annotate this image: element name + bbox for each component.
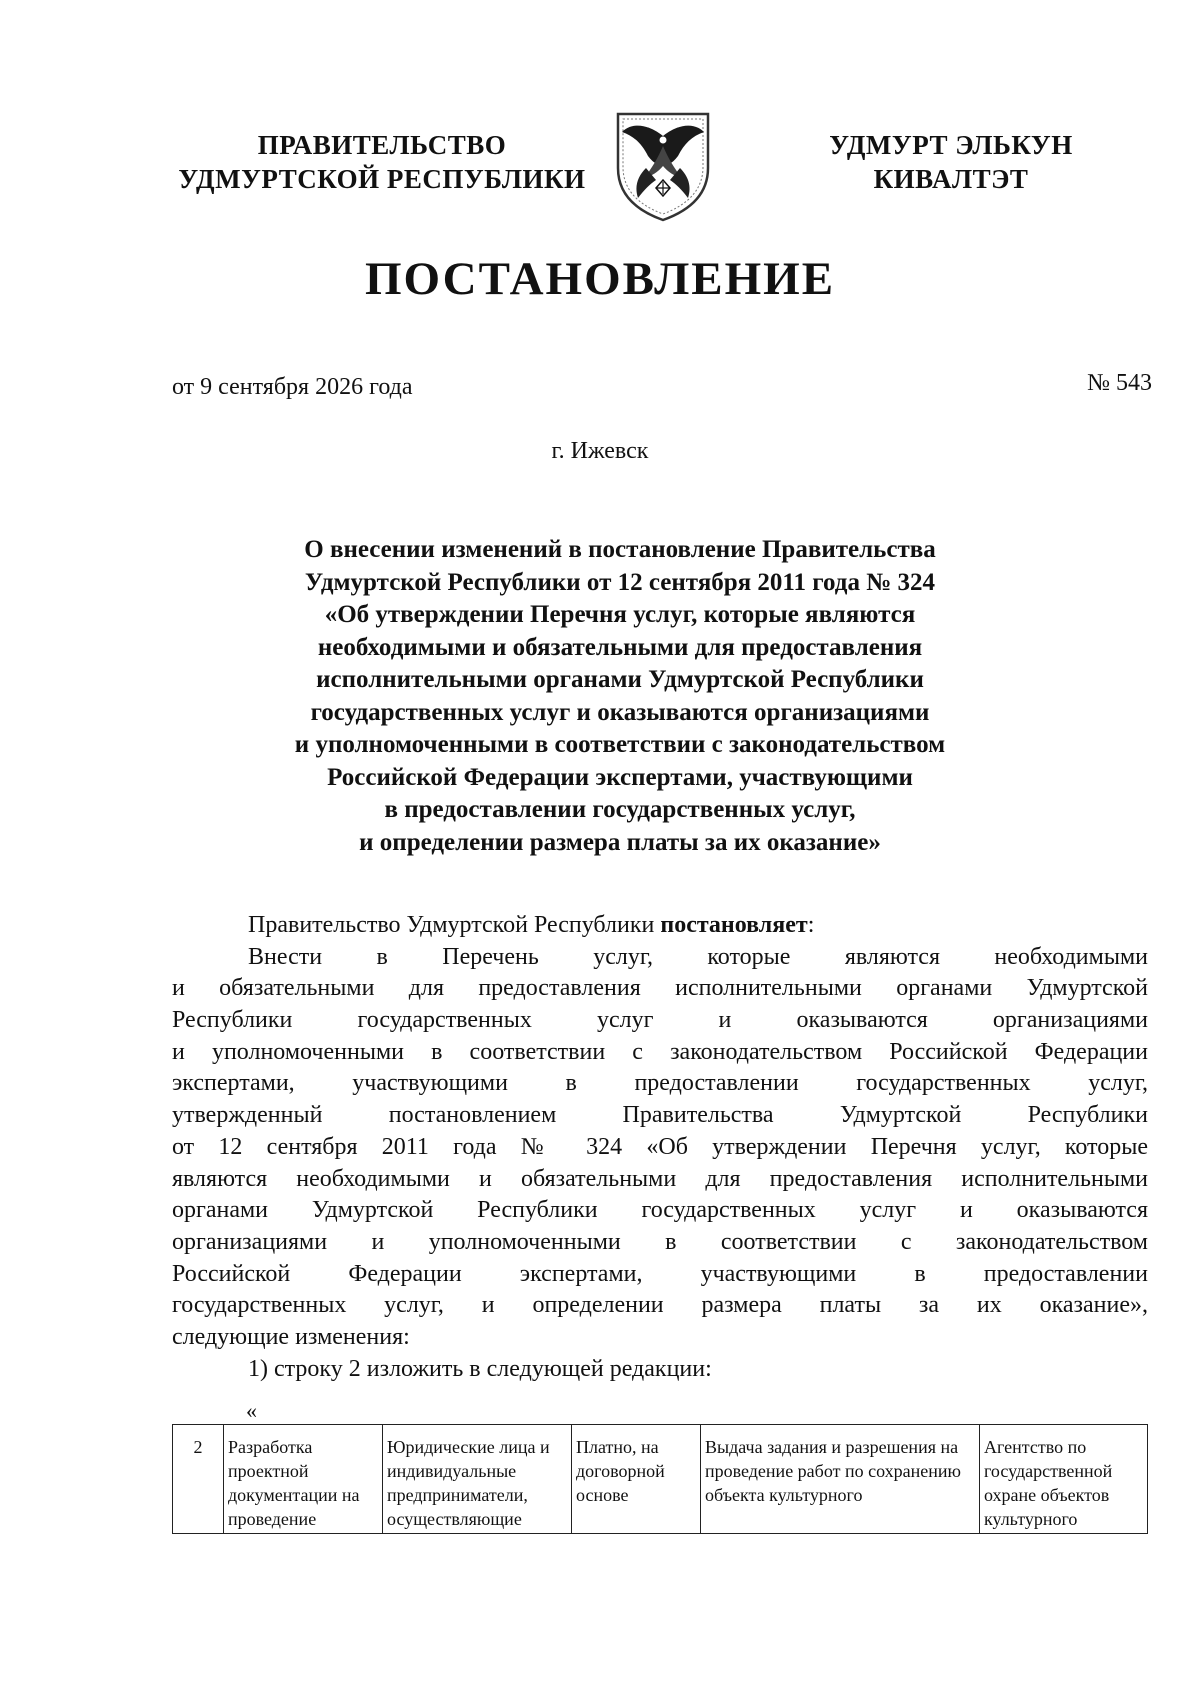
services-table [172, 1424, 1148, 1534]
issuer-line-2: УДМУРТСКОЙ РЕСПУБЛИКИ [178, 164, 586, 194]
issuer-udmurt-line-1: УДМУРТ ЭЛЬКУН [829, 130, 1073, 160]
document-number: № 543 [1087, 370, 1152, 396]
paragraph-line: организациями и уполномоченными в соответствии с законодательством [172, 1228, 1148, 1255]
table-cell-payment: Платно, на договорной основе [572, 1425, 701, 1534]
item-1: 1) строку 2 изложить в следующей редакции: [248, 1355, 712, 1382]
table-cell-number: 2 [173, 1425, 224, 1534]
preamble-verb: постановляет [660, 912, 808, 938]
subject-line: и уполномоченными в соответствии с законодательством [294, 731, 946, 758]
table-cell-state-service: Выдача задания и разрешения на проведение работ по сохранению объекта культурного [701, 1425, 980, 1534]
paragraph-line: и обязательными для предоставления исполнительными органами Удмуртской [172, 975, 1148, 1002]
open-quote: « [246, 1398, 257, 1423]
document-city: г. Ижевск [551, 438, 649, 464]
issuer-name-udmurt [812, 128, 1090, 196]
subject-line: «Об утверждении Перечня услуг, которые являются [324, 601, 916, 628]
preamble [172, 910, 1148, 942]
subject-line: государственных услуг и оказываются организациями [310, 698, 930, 726]
paragraph-line: утвержденный постановлением Правительства Удмуртской Республики [172, 1102, 1148, 1129]
subject-line: Российской Федерации экспертами, участвующими [327, 763, 913, 791]
paragraph-line: и уполномоченными в соответствии с законодательством Российской Федерации [172, 1038, 1148, 1065]
paragraph-line: следующие изменения: [172, 1323, 410, 1350]
table-row [173, 1425, 1148, 1534]
paragraph-line: органами Удмуртской Республики государственных услуг и оказываются [172, 1197, 1148, 1224]
paragraph-line: Республики государственных услуг и оказываются организациями [172, 1007, 1148, 1034]
document-date: от 9 сентября 2026 года [172, 374, 413, 400]
udmurt-coat-of-arms-icon [608, 106, 718, 224]
document-type-title: ПОСТАНОВЛЕНИЕ [364, 253, 836, 305]
issuer-line-1: ПРАВИТЕЛЬСТВО [257, 130, 507, 160]
paragraph-line: Внести в Перечень услуг, которые являются необходимыми [248, 943, 1148, 970]
paragraph-line: Российской Федерации экспертами, участвующими в предоставлении [172, 1260, 1148, 1287]
paragraph-line: экспертами, участвующими в предоставлении государственных услуг, [172, 1070, 1148, 1097]
document-subject [240, 534, 1000, 859]
table-cell-authority: Агентство по государственной охране объектов культурного [980, 1425, 1148, 1534]
subject-line: и определении размера платы за их оказание» [359, 828, 881, 856]
preamble-text: Правительство Удмуртской Республики [248, 912, 661, 938]
paragraph-line: государственных услуг, и определении размера платы за их оказание», [172, 1292, 1148, 1319]
document-body [172, 910, 1148, 1385]
table-cell-provider: Юридические лица и индивидуальные предприниматели, осуществляющие [383, 1425, 572, 1534]
subject-line: Удмуртской Республики от 12 сентября 2011 года № 324 [304, 568, 936, 596]
subject-line: необходимыми и обязательными для предоставления [317, 633, 923, 661]
subject-line: в предоставлении государственных услуг, [384, 796, 856, 823]
issuer-udmurt-line-2: КИВАЛТЭТ [873, 164, 1029, 194]
subject-line: исполнительными органами Удмуртской Республики [316, 666, 924, 693]
table-cell-service: Разработка проектной документации на проведение [224, 1425, 383, 1534]
paragraph-line: от 12 сентября 2011 года № 324 «Об утверждении Перечня услуг, которые [172, 1133, 1148, 1160]
paragraph-line: являются необходимыми и обязательными для предоставления исполнительными [172, 1165, 1148, 1192]
subject-line: О внесении изменений в постановление Правительства [304, 536, 936, 563]
issuer-name-russian [172, 128, 592, 196]
preamble-colon: : [807, 912, 815, 938]
